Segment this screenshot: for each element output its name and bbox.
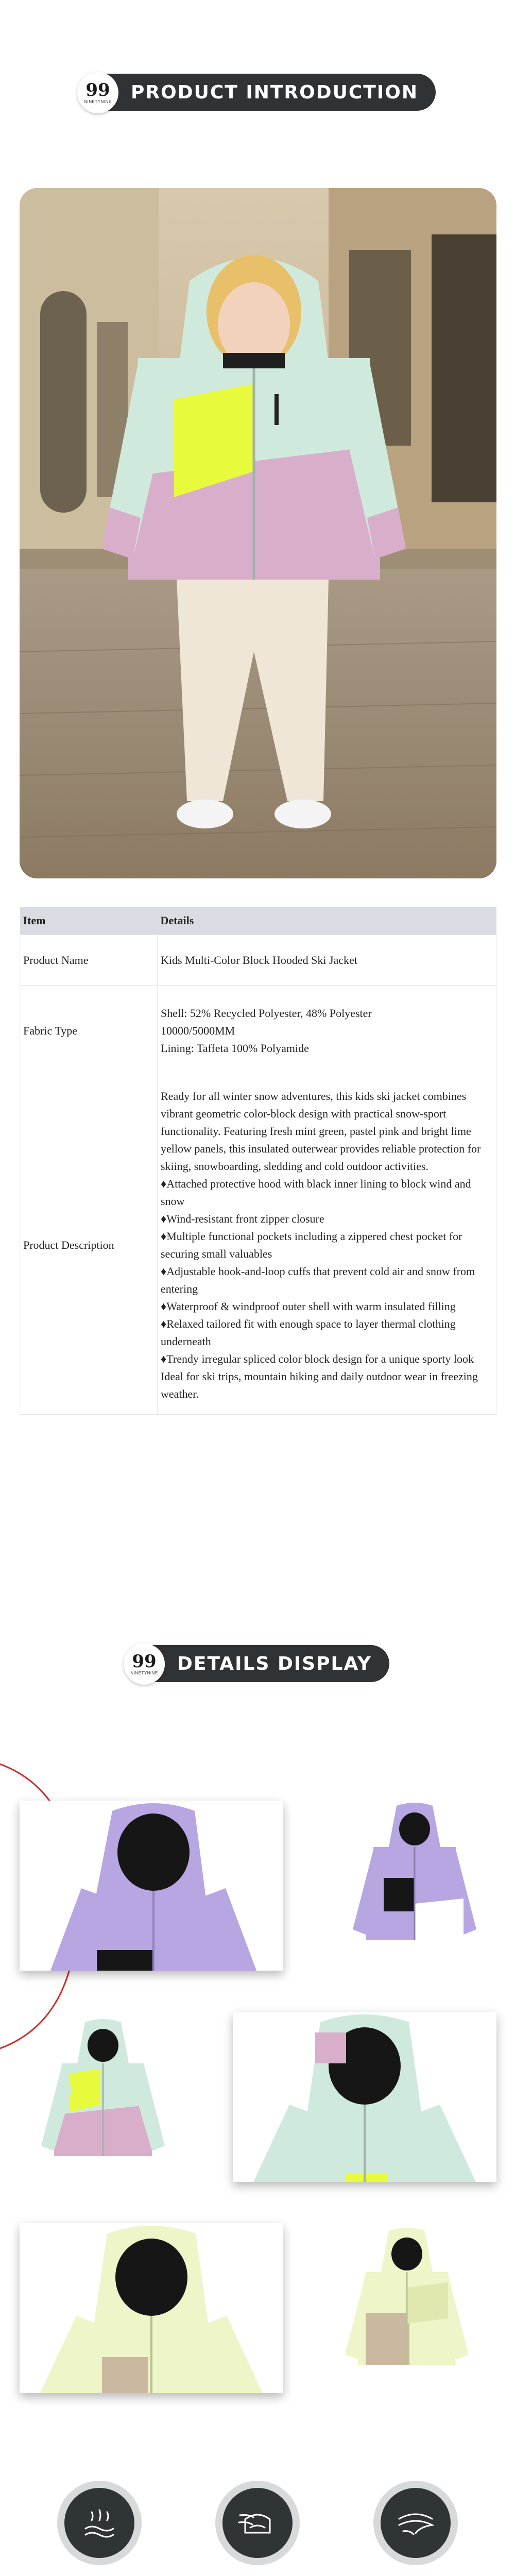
feature-breathable <box>48 2481 151 2576</box>
detail-image-mint-hood <box>233 2012 496 2182</box>
table-row <box>20 935 496 986</box>
detail-image-yellow-hood <box>20 2223 283 2393</box>
details-display-header <box>126 1643 389 1684</box>
description-bullet: ♦Adjustable hook-and-loop cuffs that prevent cold air and snow from entering <box>161 1265 475 1295</box>
feature-soft <box>364 2481 467 2576</box>
mint-jacket-illustration <box>31 2017 175 2172</box>
detail-image-yellow-jacket <box>335 2226 479 2380</box>
product-spec-table <box>20 907 496 1415</box>
description-bullet: ♦Wind-resistant front zipper closure <box>161 1212 324 1225</box>
logo-text: NINETYNINE <box>130 1671 158 1675</box>
fabric-line: 10000/5000MM <box>161 1024 235 1037</box>
description-closing: Ideal for ski trips, mountain hiking and daily outdoor wear in freezing weather. <box>161 1370 478 1400</box>
detail-image-lavender-jacket <box>342 1801 487 1955</box>
table-header-details: Details <box>158 907 496 935</box>
section-title: PRODUCT INTRODUCTION <box>131 81 418 103</box>
section-title-pill <box>79 74 436 111</box>
product-introduction-header <box>79 72 436 112</box>
row-label-product-name: Product Name <box>20 935 158 986</box>
row-value-fabric-type <box>158 986 496 1076</box>
row-label-product-description: Product Description <box>20 1076 158 1415</box>
row-value-product-description <box>158 1076 496 1415</box>
description-bullet: ♦Multiple functional pockets including a zippered chest pocket for securing small valuables <box>161 1230 462 1260</box>
fabric-line: Shell: 52% Recycled Polyester, 48% Polyester <box>161 1006 372 1020</box>
breathable-icon <box>64 2488 134 2558</box>
table-header-item: Item <box>20 907 158 935</box>
table-row <box>20 986 496 1076</box>
yellow-hood-illustration <box>20 2223 283 2393</box>
row-value-product-name: Kids Multi-Color Block Hooded Ski Jacket <box>158 935 496 986</box>
mint-hood-illustration <box>233 2012 496 2182</box>
section-title: DETAILS DISPLAY <box>177 1653 372 1674</box>
description-bullet: ♦Relaxed tailored fit with enough space to layer thermal clothing underneath <box>161 1317 456 1348</box>
table-row <box>20 1076 496 1415</box>
windproof-icon <box>222 2488 293 2558</box>
row-label-fabric-type: Fabric Type <box>20 986 158 1076</box>
feature-icon-ring <box>215 2481 300 2565</box>
feature-windproof <box>206 2481 309 2576</box>
brand-logo <box>124 1643 165 1685</box>
description-bullet: ♦Waterproof & windproof outer shell with warm insulated filling <box>161 1300 456 1313</box>
feature-icon-ring <box>57 2481 142 2565</box>
logo-mark: 99 <box>85 80 110 100</box>
section-title-pill <box>126 1645 389 1682</box>
description-bullet: ♦Attached protective hood with black inner lining to block wind and snow <box>161 1177 471 1208</box>
soft-icon <box>381 2488 451 2558</box>
description-bullet: ♦Trendy irregular spliced color block design for a unique sporty look <box>161 1352 474 1365</box>
table-header-row <box>20 907 496 935</box>
logo-text: NINETYNINE <box>84 99 112 104</box>
brand-logo <box>77 72 118 113</box>
lavender-hood-illustration <box>20 1801 283 1971</box>
fabric-line: Lining: Taffeta 100% Polyamide <box>161 1041 309 1055</box>
hero-illustration <box>20 188 496 878</box>
description-paragraph: Ready for all winter snow adventures, this kids ski jacket combines vibrant geometric color-block design with practical snow-sport functionality. Featuring fresh mint green, pastel pink and bright lime yellow panels, this insulated outerwear provides reliable protection for skiing, snowboarding, sledding and cold outdoor activities. <box>161 1090 481 1173</box>
detail-image-lavender-hood <box>20 1801 283 1971</box>
feature-icon-ring <box>373 2481 458 2565</box>
logo-mark: 99 <box>132 1651 157 1672</box>
hero-product-photo <box>20 188 496 878</box>
detail-image-mint-jacket <box>31 2017 175 2172</box>
lavender-jacket-illustration <box>342 1801 487 1955</box>
yellow-jacket-illustration <box>335 2226 479 2380</box>
